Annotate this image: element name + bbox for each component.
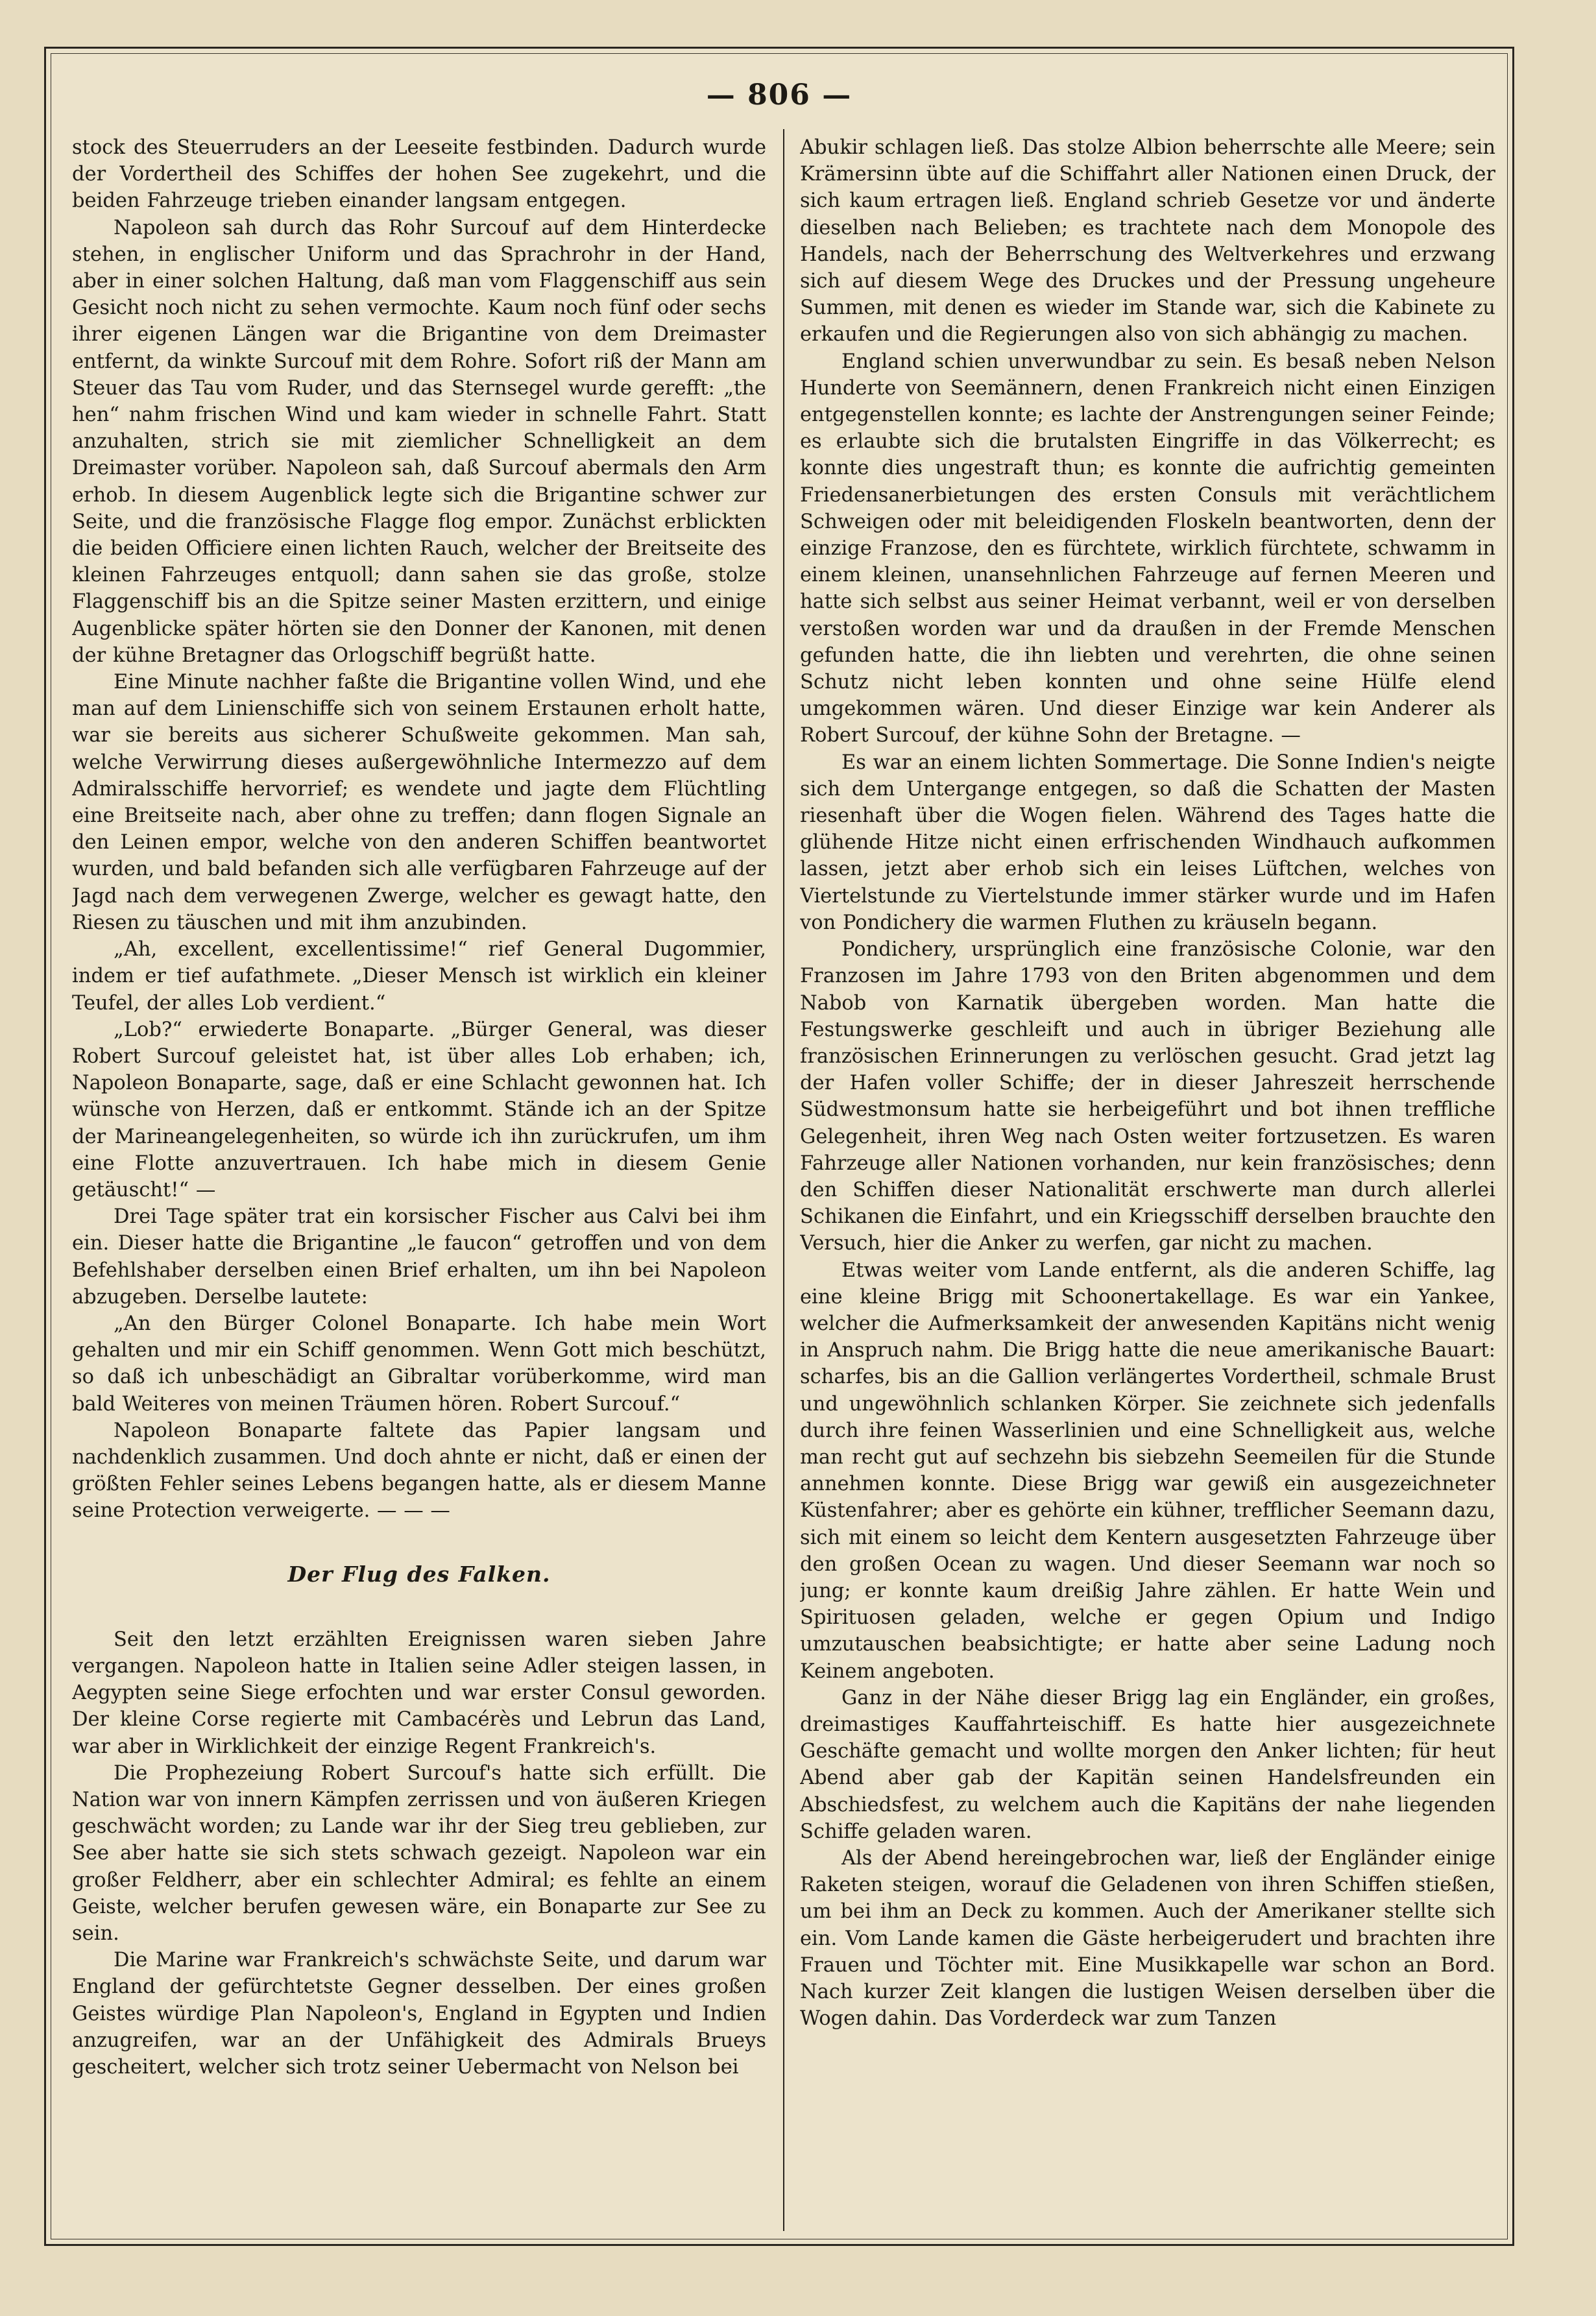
paragraph: Napoleon Bonaparte faltete das Papier langsam und nachdenklich zusammen. Und doch ahnte er nicht, daß er einen der größten Fehler seines Lebens begangen hatte, als er diesem Manne seine Protection verweigerte. — — — <box>72 1419 766 1523</box>
paragraph: Pondichery, ursprünglich eine französische Colonie, war den Franzosen im Jahre 1793 von den Briten abgenommen und dem Nabob von Karnatik übergeben worden. Man hatte die Festungswerke geschleift und auch in übriger Beziehung alle französischen Erinnerungen zu verlöschen gesucht. Grad jetzt lag der Hafen voller Schiffe; der in dieser Jahreszeit herrschende Südwestmonsum hatte sie herbeigeführt und bot ihnen treffliche Gelegenheit, ihren Weg nach Osten weiter fortzusetzen. Es waren Fahrzeuge aller Nationen vorhanden, nur kein französisches; denn den Schiffen dieser Nationalität erschwerte man durch allerlei Schikanen die Einfahrt, und ein Kriegsschiff derselben brauchte den Versuch, hier die Anker zu werfen, gar nicht zu machen. <box>800 938 1495 1255</box>
section-heading: Der Flug des Falken. <box>287 1561 551 1587</box>
paragraph: Seit den letzt erzählten Ereignissen waren sieben Jahre vergangen. Napoleon hatte in Italien seine Adler steigen lassen, in Aegypten seine Siege erfochten und war erster Consul geworden. Der kleine Corse regierte mit Cambacérès und Lebrun das Land, war aber in Wirklichkeit der einzige Regent Frankreich's. <box>72 1628 766 1758</box>
paragraph: Es war an einem lichten Sommertage. Die Sonne Indien's neigte sich dem Untergange entgegen, so daß die Schatten der Masten riesenhaft über die Wogen fielen. Während des Tages hatte die glühende Hitze nicht einen erfrischenden Windhauch aufkommen lassen, jetzt aber erhob sich ein leises Lüftchen, welches von Viertelstunde zu Viertelstunde immer stärker wurde und im Hafen von Pondichery die warmen Fluthen zu kräuseln begann. <box>800 751 1495 934</box>
paragraph: stock des Steuerruders an der Leeseite festbinden. Dadurch wurde der Vordertheil des Schiffes der hohen See zugekehrt, und die beiden Fahrzeuge trieben einander langsam entgegen. <box>72 136 766 213</box>
paragraph: Etwas weiter vom Lande entfernt, als die anderen Schiffe, lag eine kleine Brigg mit Schoonertakellage. Es war ein Yankee, welcher die Aufmerksamkeit der anwesenden Kapitäns nicht wenig in Anspruch nahm. Die Brigg hatte die neue amerikanische Bauart: scharfes, bis an die Gallion verlängertes Vordertheil, schmale Brust und ungewöhnlich schlanken Körper. Sie zeichnete sich jedenfalls durch ihre feinen Wasserlinien und eine Schnelligkeit aus, welche man recht gut auf sechzehn bis siebzehn Seemeilen für die Stunde annehmen konnte. Diese Brigg war gewiß ein ausgezeichneter Küstenfahrer; aber es gehörte ein kühner, trefflicher Seemann dazu, sich mit einem so leicht dem Kentern ausgesetzten Fahrzeuge über den großen Ocean zu wagen. Und dieser Seemann war noch so jung; er konnte kaum dreißig Jahre zählen. Er hatte Wein und Spirituosen geladen, welche er gegen Opium und Indigo umzutauschen beabsichtigte; er hatte aber seine Ladung noch Keinem angeboten. <box>800 1259 1495 1683</box>
paragraph: „Lob?“ erwiederte Bonaparte. „Bürger General, was dieser Robert Surcouf geleistet hat, ist über alles Lob erhaben; ich, Napoleon Bonaparte, sage, daß er eine Schlacht gewonnen hat. Ich wünsche von Herzen, daß er entkommt. Stände ich an der Spitze der Marineangelegenheiten, so würde ich ihn zurückrufen, um ihm eine Flotte anzuvertrauen. Ich habe mich in diesem Genie getäuscht!“ — <box>72 1018 766 1201</box>
right-column <box>800 134 1495 2227</box>
page-number: — 806 — <box>706 78 852 112</box>
column-divider <box>783 129 784 2231</box>
paragraph: Eine Minute nachher faßte die Brigantine vollen Wind, und ehe man auf dem Linienschiffe sich von seinem Erstaunen erholt hatte, war sie bereits aus sicherer Schußweite gekommen. Man sah, welche Verwirrung dieses außergewöhnliche Intermezzo auf dem Admiralsschiffe hervorrief; es wendete und jagte dem Flüchtling eine Breitseite nach, aber ohne zu treffen; dann flogen Signale an den Leinen empor, welche von den anderen Schiffen beantwortet wurden, und bald befanden sich alle verfügbaren Fahrzeuge auf der Jagd nach dem verwegenen Zwerge, welcher es gewagt hatte, den Riesen zu täuschen und mit ihm anzubinden. <box>72 671 766 934</box>
paragraph: Ganz in der Nähe dieser Brigg lag ein Engländer, ein großes, dreimastiges Kauffahrteischiff. Es hatte hier ausgezeichnete Geschäfte gemacht und wollte morgen den Anker lichten; für heut Abend aber gab der Kapitän seinen Handelsfreunden ein Abschiedsfest, zu welchem auch die Kapitäns der nahe liegenden Schiffe geladen waren. <box>800 1686 1495 1843</box>
paragraph: Drei Tage später trat ein korsischer Fischer aus Calvi bei ihm ein. Dieser hatte die Brigantine „le faucon“ getroffen und von dem Befehlshaber derselben einen Brief erhalten, um ihn bei Napoleon abzugeben. Derselbe lautete: <box>72 1205 766 1309</box>
paragraph: Als der Abend hereingebrochen war, ließ der Engländer einige Raketen steigen, worauf die Geladenen von ihren Schiffen stießen, um bei ihm an Deck zu kommen. Auch der Amerikaner stellte sich ein. Vom Lande kamen die Gäste herbeigerudert und brachten ihre Frauen und Töchter mit. Eine Musikkapelle war schon an Bord. Nach kurzer Zeit klangen die lustigen Weisen derselben über die Wogen dahin. Das Vorderdeck war zum Tanzen <box>800 1847 1495 2031</box>
left-column <box>72 134 766 2227</box>
paragraph: Napoleon sah durch das Rohr Surcouf auf dem Hinterdecke stehen, in englischer Uniform und das Sprachrohr in der Hand, aber in einer solchen Haltung, daß man vom Flaggenschiff aus sein Gesicht noch nicht zu sehen vermochte. Kaum noch fünf oder sechs ihrer eigenen Längen war die Brigantine von dem Dreimaster entfernt, da winkte Surcouf mit dem Rohre. Sofort riß der Mann am Steuer das Tau vom Ruder, und das Sternsegel wurde gerefft: „the hen“ nahm frischen Wind und kam wieder in schnelle Fahrt. Statt anzuhalten, strich sie mit ziemlicher Schnelligkeit an dem Dreimaster vorüber. Napoleon sah, daß Surcouf abermals den Arm erhob. In diesem Augenblick legte sich die Brigantine schwer zur Seite, und die französische Flagge flog empor. Zunächst erblickten die beiden Officiere einen lichten Rauch, welcher der Breitseite des kleinen Fahrzeuges entquoll; dann sahen sie das große, stolze Flaggenschiff bis an die Spitze seiner Masten erzittern, und einige Augenblicke später hörten sie den Donner der Kanonen, mit denen der kühne Bretagner das Orlogschiff begrüßt hatte. <box>72 216 766 667</box>
paragraph: Abukir schlagen ließ. Das stolze Albion beherrschte alle Meere; sein Krämersinn übte auf die Schiffahrt aller Nationen einen Druck, der sich kaum ertragen ließ. England schrieb Gesetze vor und änderte dieselben nach Belieben; es trachtete nach dem Monopole des Handels, nach der Beherrschung des Weltverkehres und erzwang sich auf diesem Wege des Druckes und der Pressung ungeheure Summen, mit denen es wieder im Stande war, sich die Kabinete zu erkaufen und die Regierungen also von sich abhängig zu machen. <box>800 136 1495 346</box>
paragraph: „An den Bürger Colonel Bonaparte. Ich habe mein Wort gehalten und mir ein Schiff genommen. Wenn Gott mich beschützt, so daß ich unbeschädigt an Gibraltar vorüberkomme, wird man bald Weiteres von meinen Träumen hören. Robert Surcouf.“ <box>72 1312 766 1416</box>
paragraph: England schien unverwundbar zu sein. Es besaß neben Nelson Hunderte von Seemännern, denen Frankreich nicht einen Einzigen entgegenstellen konnte; es lachte der Anstrengungen seiner Feinde; es erlaubte sich die brutalsten Eingriffe in das Völkerrecht; es konnte dies ungestraft thun; es konnte die aufrichtig gemeinten Friedensanerbietungen des ersten Consuls mit verächtlichem Schweigen oder mit beleidigenden Floskeln beantworten, denn der einzige Franzose, den es fürchtete, wirklich fürchtete, schwamm in einem kleinen, unansehnlichen Fahrzeuge auf fernen Meeren und hatte sich selbst aus seiner Heimat verbannt, weil er von derselben verstoßen worden war und da draußen in der Fremde Menschen gefunden hatte, die ihn liebten und verehrten, die ohne seinen Schutz nicht leben konnten und ohne seine Hülfe elend umgekommen wären. Und dieser Einzige war kein Anderer als Robert Surcouf, der kühne Sohn der Bretagne. — <box>800 350 1495 747</box>
paragraph: „Ah, excellent, excellentissime!“ rief General Dugommier, indem er tief aufathmete. „Dieser Mensch ist wirklich ein kleiner Teufel, der alles Lob verdient.“ <box>72 938 766 1015</box>
newspaper-page <box>44 47 1514 2246</box>
paragraph: Die Marine war Frankreich's schwächste Seite, und darum war England der gefürchtetste Gegner desselben. Der eines großen Geistes würdige Plan Napoleon's, England in Egypten und Indien anzugreifen, war an der Unfähigkeit des Admirals Brueys gescheitert, welcher sich trotz seiner Uebermacht von Nelson bei <box>72 1949 766 2079</box>
paragraph: Die Prophezeiung Robert Surcouf's hatte sich erfüllt. Die Nation war von innern Kämpfen zerrissen und von äußeren Kriegen geschwächt worden; zu Lande war ihr der Sieg treu geblieben, zur See aber hatte sie sich stets schwach gezeigt. Napoleon war ein großer Feldherr, aber ein schlechter Admiral; es fehlte an einem Geiste, welcher berufen gewesen wäre, ein Bonaparte zur See zu sein. <box>72 1761 766 1945</box>
